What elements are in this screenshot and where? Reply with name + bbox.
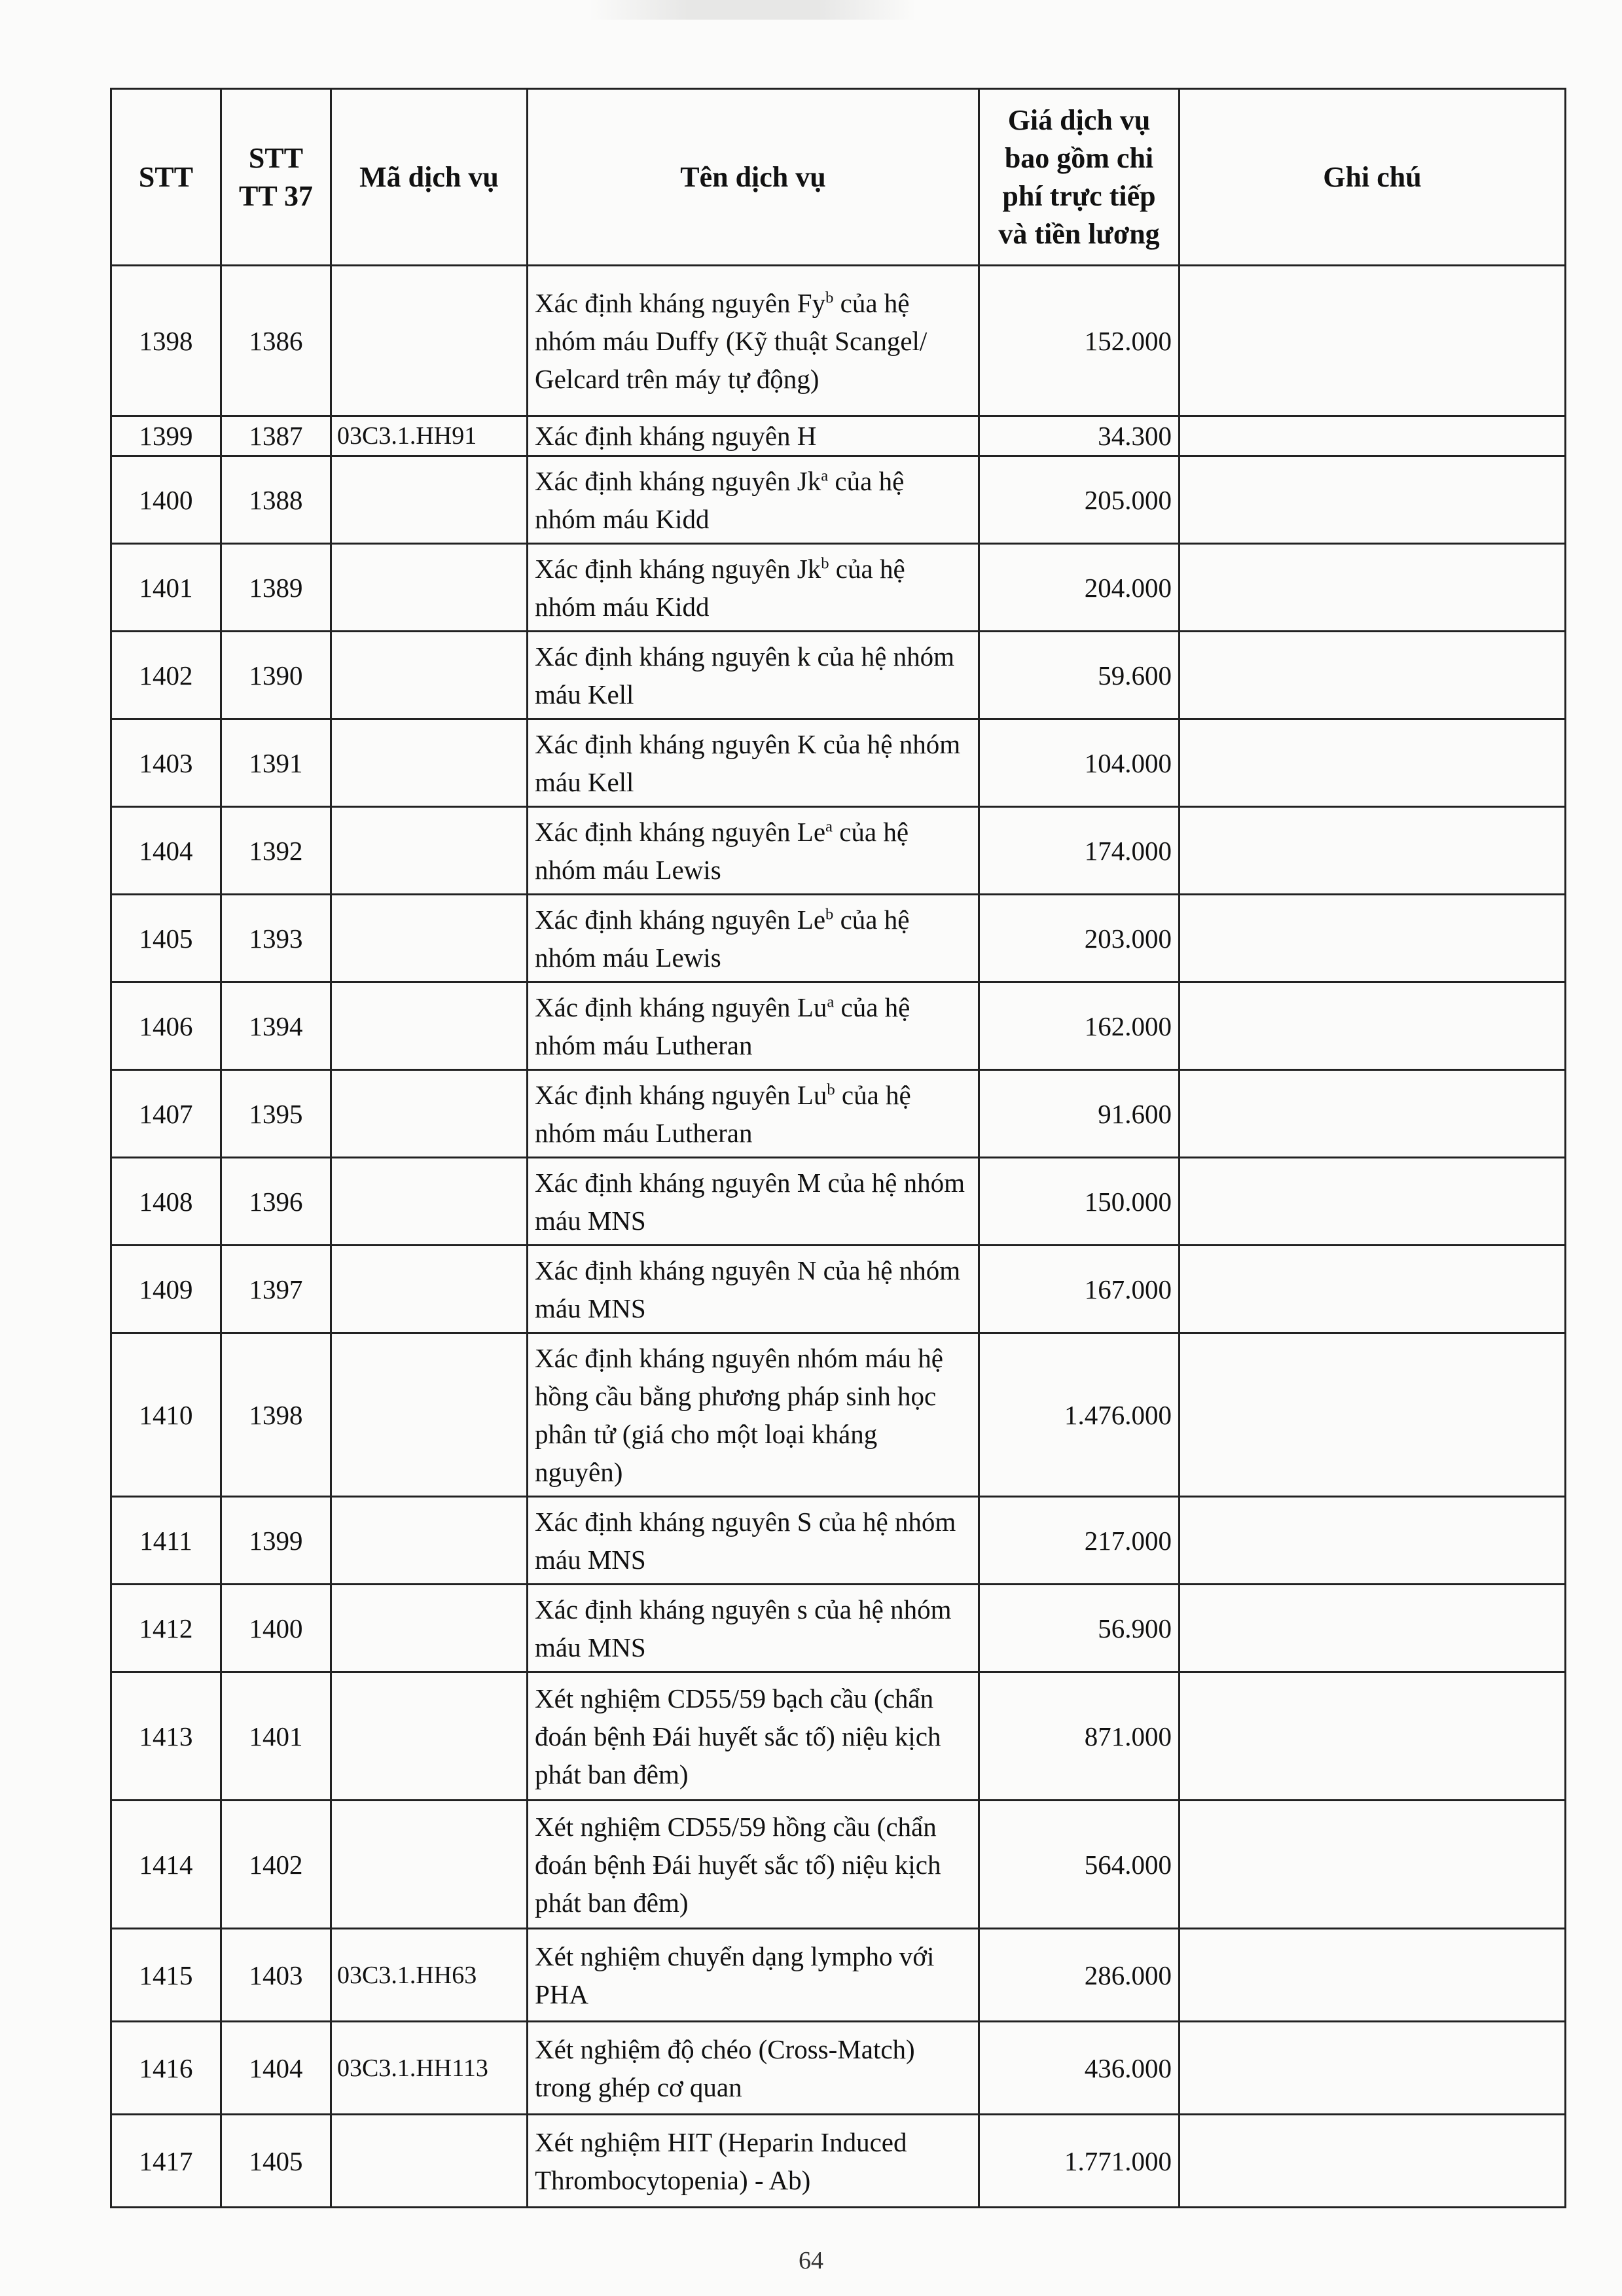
row-stt-tt37: 1401 (221, 1672, 331, 1801)
header-note: Ghi chú (1180, 89, 1566, 266)
row-note (1180, 456, 1566, 544)
row-service-code (331, 1246, 528, 1333)
header-code: Mã dịch vụ (331, 89, 528, 266)
row-service-name (528, 2022, 979, 2115)
service-name-text: Xác định kháng nguyên S của hệ nhóm máu MNS (535, 1506, 956, 1575)
table-row (111, 982, 1566, 1070)
row-service-name (528, 544, 979, 632)
service-name-superscript: a (827, 992, 835, 1011)
row-service-code (331, 2115, 528, 2208)
row-stt: 1411 (111, 1497, 221, 1585)
row-service-code (331, 1672, 528, 1801)
table-row (111, 719, 1566, 807)
row-service-code (331, 1158, 528, 1246)
row-stt: 1401 (111, 544, 221, 632)
table-row (111, 1585, 1566, 1672)
row-stt-tt37: 1397 (221, 1246, 331, 1333)
row-price: 150.000 (979, 1158, 1180, 1246)
row-service-code (331, 719, 528, 807)
row-price: 564.000 (979, 1801, 1180, 1929)
table-row (111, 2022, 1566, 2115)
service-name-text: Xét nghiệm độ chéo (Cross-Match) trong ghép cơ quan (535, 2034, 915, 2102)
row-price: 104.000 (979, 719, 1180, 807)
service-name-text: Xét nghiệm HIT (Heparin Induced Thrombocytopenia) - Ab) (535, 2126, 907, 2195)
row-stt-tt37: 1386 (221, 266, 331, 416)
row-service-code (331, 1497, 528, 1585)
row-price: 204.000 (979, 544, 1180, 632)
row-service-name (528, 2115, 979, 2208)
service-name-text-cont: của hệ nhóm máu Lewis (535, 904, 910, 973)
header-price-line2: bao gồm chi (1004, 141, 1154, 174)
row-service-code (331, 456, 528, 544)
row-stt: 1405 (111, 895, 221, 982)
row-stt: 1415 (111, 1929, 221, 2022)
service-name-text: Xác định kháng nguyên s của hệ nhóm máu MNS (535, 1594, 952, 1662)
row-price: 871.000 (979, 1672, 1180, 1801)
service-name-text: Xét nghiệm CD55/59 bạch cầu (chẩn đoán bệnh Đái huyết sắc tố) niệu kịch phát ban đêm) (535, 1683, 941, 1789)
row-price: 1.476.000 (979, 1333, 1180, 1497)
service-name-superscript: a (825, 817, 833, 835)
row-note (1180, 982, 1566, 1070)
service-name-text: Xác định kháng nguyên Lu (535, 1079, 827, 1110)
row-stt: 1413 (111, 1672, 221, 1801)
table-row (111, 895, 1566, 982)
row-price: 1.771.000 (979, 2115, 1180, 2208)
table-row (111, 266, 1566, 416)
service-name-text: Xác định kháng nguyên Jk (535, 553, 821, 584)
row-note (1180, 1672, 1566, 1801)
row-note (1180, 719, 1566, 807)
header-stt-tt37-line1: STT (248, 141, 304, 174)
row-stt: 1400 (111, 456, 221, 544)
row-stt: 1412 (111, 1585, 221, 1672)
table-row (111, 1672, 1566, 1801)
header-stt-tt37 (221, 89, 331, 266)
service-name-text: Xác định kháng nguyên nhóm máu hệ hồng cầu bằng phương pháp sinh học phân tử (giá cho một loại kháng nguyên) (535, 1342, 943, 1487)
service-name-text: Xác định kháng nguyên M của hệ nhóm máu MNS (535, 1167, 965, 1236)
row-price: 34.300 (979, 416, 1180, 456)
service-name-text-cont: của hệ nhóm máu Kidd (535, 465, 905, 534)
row-service-name (528, 266, 979, 416)
row-stt: 1414 (111, 1801, 221, 1929)
row-stt: 1408 (111, 1158, 221, 1246)
table-row (111, 1246, 1566, 1333)
row-stt-tt37: 1391 (221, 719, 331, 807)
table-row (111, 456, 1566, 544)
row-service-name (528, 807, 979, 895)
row-service-name (528, 1158, 979, 1246)
row-note (1180, 1158, 1566, 1246)
page-number: 64 (799, 2247, 823, 2274)
service-price-table (110, 88, 1566, 2208)
row-service-name (528, 982, 979, 1070)
service-name-text-cont: của hệ nhóm máu Duffy (Kỹ thuật Scangel/ Gelcard trên máy tự động) (535, 287, 928, 394)
header-price-line3: phí trực tiếp (1002, 179, 1156, 212)
service-name-text: Xác định kháng nguyên k của hệ nhóm máu Kell (535, 641, 955, 709)
row-note (1180, 1333, 1566, 1497)
table-row (111, 632, 1566, 719)
row-note (1180, 895, 1566, 982)
row-stt-tt37: 1392 (221, 807, 331, 895)
service-name-superscript: a (821, 466, 829, 484)
row-stt: 1416 (111, 2022, 221, 2115)
table-row (111, 544, 1566, 632)
table-row (111, 1929, 1566, 2022)
row-service-code: 03C3.1.HH63 (331, 1929, 528, 2022)
table-row (111, 1801, 1566, 1929)
service-name-superscript: b (825, 905, 834, 923)
row-stt-tt37: 1404 (221, 2022, 331, 2115)
table-row (111, 1333, 1566, 1497)
row-stt-tt37: 1405 (221, 2115, 331, 2208)
row-stt-tt37: 1399 (221, 1497, 331, 1585)
row-service-name (528, 719, 979, 807)
header-price-line1: Giá dịch vụ (1007, 103, 1151, 136)
row-price: 174.000 (979, 807, 1180, 895)
row-stt: 1404 (111, 807, 221, 895)
row-stt-tt37: 1390 (221, 632, 331, 719)
row-note (1180, 1585, 1566, 1672)
table-row (111, 1070, 1566, 1158)
row-service-name (528, 1585, 979, 1672)
row-price: 167.000 (979, 1246, 1180, 1333)
row-price: 203.000 (979, 895, 1180, 982)
row-service-code (331, 1070, 528, 1158)
row-stt-tt37: 1402 (221, 1801, 331, 1929)
row-stt-tt37: 1398 (221, 1333, 331, 1497)
service-name-text: Xác định kháng nguyên Fy (535, 287, 826, 318)
row-service-code (331, 632, 528, 719)
row-note (1180, 2022, 1566, 2115)
service-name-superscript: b (827, 1080, 835, 1098)
header-name: Tên dịch vụ (528, 89, 979, 266)
header-stt-tt37-line2: TT 37 (239, 179, 313, 212)
service-name-text: Xác định kháng nguyên H (535, 421, 817, 451)
row-note (1180, 1497, 1566, 1585)
row-stt-tt37: 1396 (221, 1158, 331, 1246)
row-service-code (331, 1585, 528, 1672)
row-price: 152.000 (979, 266, 1180, 416)
row-service-code (331, 895, 528, 982)
header-price (979, 89, 1180, 266)
service-name-text: Xác định kháng nguyên K của hệ nhóm máu Kell (535, 728, 961, 797)
row-stt-tt37: 1389 (221, 544, 331, 632)
row-note (1180, 544, 1566, 632)
table-row (111, 1497, 1566, 1585)
row-service-name (528, 416, 979, 456)
row-service-name (528, 1333, 979, 1497)
row-stt-tt37: 1395 (221, 1070, 331, 1158)
row-service-name (528, 1929, 979, 2022)
service-name-text: Xác định kháng nguyên N của hệ nhóm máu MNS (535, 1255, 961, 1323)
row-price: 56.900 (979, 1585, 1180, 1672)
service-name-superscript: b (825, 288, 834, 306)
row-note (1180, 1801, 1566, 1929)
row-service-name (528, 1672, 979, 1801)
row-note (1180, 2115, 1566, 2208)
service-name-text-cont: của hệ nhóm máu Lutheran (535, 992, 910, 1060)
row-stt: 1406 (111, 982, 221, 1070)
row-stt: 1417 (111, 2115, 221, 2208)
row-price: 286.000 (979, 1929, 1180, 2022)
row-service-name (528, 632, 979, 719)
service-name-text: Xác định kháng nguyên Jk (535, 465, 821, 496)
row-stt: 1403 (111, 719, 221, 807)
service-name-text-cont: của hệ nhóm máu Lewis (535, 816, 909, 885)
row-stt-tt37: 1394 (221, 982, 331, 1070)
service-name-text-cont: của hệ nhóm máu Lutheran (535, 1079, 911, 1148)
row-service-code: 03C3.1.HH113 (331, 2022, 528, 2115)
row-stt: 1407 (111, 1070, 221, 1158)
row-price: 436.000 (979, 2022, 1180, 2115)
row-stt-tt37: 1403 (221, 1929, 331, 2022)
table-header-row (111, 89, 1566, 266)
service-name-text: Xác định kháng nguyên Le (535, 904, 826, 935)
table-body (111, 266, 1566, 2208)
row-note (1180, 266, 1566, 416)
row-note (1180, 1070, 1566, 1158)
service-name-text-cont: của hệ nhóm máu Kidd (535, 553, 905, 622)
table-row (111, 2115, 1566, 2208)
row-stt: 1409 (111, 1246, 221, 1333)
row-service-code (331, 544, 528, 632)
header-price-line4: và tiền lương (998, 217, 1160, 250)
service-name-text: Xét nghiệm chuyển dạng lympho với PHA (535, 1941, 935, 2009)
row-stt-tt37: 1393 (221, 895, 331, 982)
row-price: 59.600 (979, 632, 1180, 719)
table-row (111, 416, 1566, 456)
row-stt-tt37: 1400 (221, 1585, 331, 1672)
row-stt: 1410 (111, 1333, 221, 1497)
scan-bleed-mark (589, 0, 916, 20)
header-stt: STT (111, 89, 221, 266)
row-service-code (331, 982, 528, 1070)
row-service-name (528, 456, 979, 544)
row-service-name (528, 895, 979, 982)
row-service-code (331, 266, 528, 416)
service-name-text: Xác định kháng nguyên Lu (535, 992, 827, 1022)
row-stt-tt37: 1388 (221, 456, 331, 544)
row-stt-tt37: 1387 (221, 416, 331, 456)
table-row (111, 1158, 1566, 1246)
row-service-code: 03C3.1.HH91 (331, 416, 528, 456)
row-stt: 1402 (111, 632, 221, 719)
row-price: 205.000 (979, 456, 1180, 544)
row-service-code (331, 1333, 528, 1497)
row-note (1180, 632, 1566, 719)
row-service-name (528, 1497, 979, 1585)
table-row (111, 807, 1566, 895)
service-name-text: Xét nghiệm CD55/59 hồng cầu (chẩn đoán bệnh Đái huyết sắc tố) niệu kịch phát ban đêm) (535, 1811, 941, 1918)
row-service-code (331, 1801, 528, 1929)
row-note (1180, 807, 1566, 895)
row-stt: 1398 (111, 266, 221, 416)
row-note (1180, 416, 1566, 456)
row-note (1180, 1246, 1566, 1333)
row-service-code (331, 807, 528, 895)
service-name-text: Xác định kháng nguyên Le (535, 816, 826, 847)
row-service-name (528, 1246, 979, 1333)
service-name-superscript: b (821, 554, 829, 572)
row-price: 91.600 (979, 1070, 1180, 1158)
row-note (1180, 1929, 1566, 2022)
row-stt: 1399 (111, 416, 221, 456)
row-service-name (528, 1070, 979, 1158)
row-service-name (528, 1801, 979, 1929)
row-price: 162.000 (979, 982, 1180, 1070)
row-price: 217.000 (979, 1497, 1180, 1585)
